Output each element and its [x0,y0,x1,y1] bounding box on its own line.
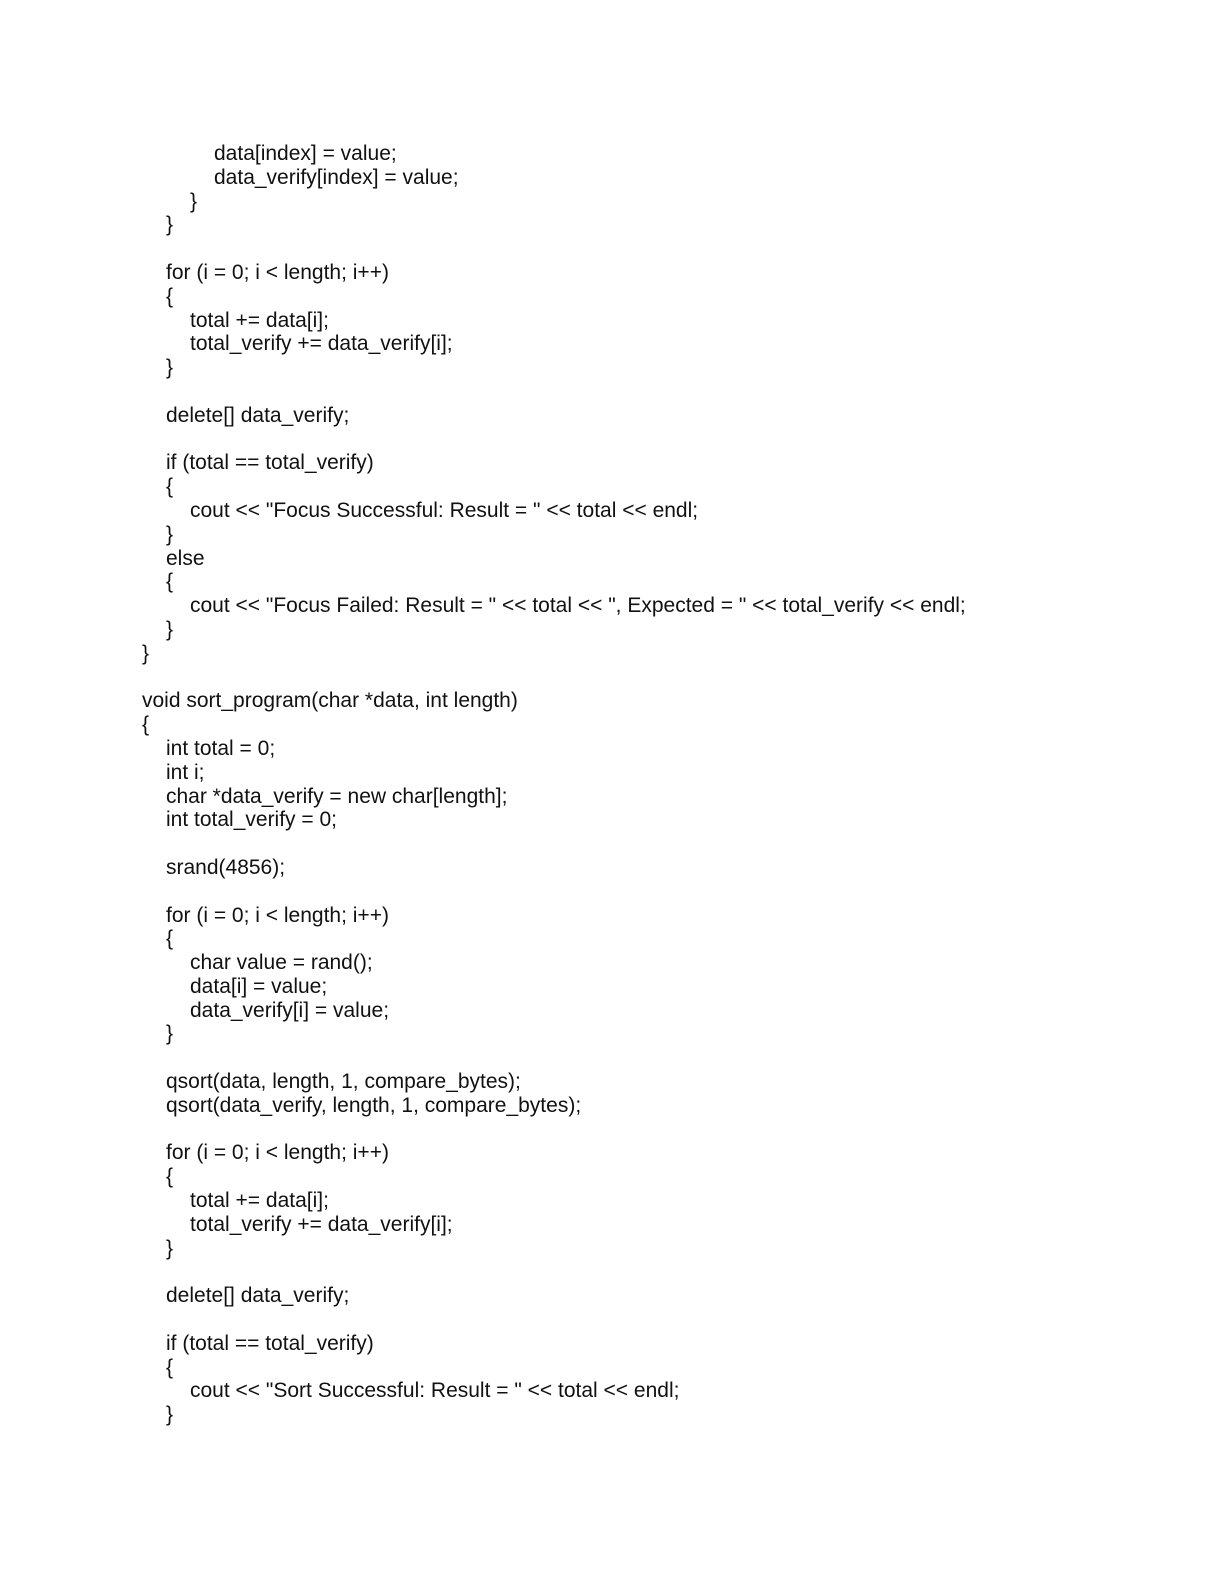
code-line: } [166,1236,174,1260]
code-line: for (i = 0; i < length; i++) [166,903,389,927]
code-line: } [166,356,174,380]
code-line: cout << "Focus Successful: Result = " << total << endl; [190,498,699,522]
code-line: else [166,546,205,570]
code-line: { [166,284,174,308]
code-line: { [166,1355,174,1379]
code-line: } [166,1403,174,1427]
code-line: cout << "Focus Failed: Result = " << total << ", Expected = " << total_verify << endl; [190,594,966,618]
code-line: srand(4856); [166,855,286,879]
code-line: { [142,713,150,737]
code-line: int total = 0; [166,736,276,760]
blank-line [142,1260,966,1284]
code-line: for (i = 0; i < length; i++) [166,260,389,284]
code-line: total_verify += data_verify[i]; [190,1212,453,1236]
code-line: total_verify += data_verify[i]; [190,332,453,356]
code-line: int i; [166,760,205,784]
code-listing [142,142,966,1427]
code-line: char *data_verify = new char[length]; [166,784,508,808]
blank-line [142,380,966,404]
code-line: } [190,189,198,213]
blank-line [142,1118,966,1142]
blank-line [142,832,966,856]
code-line: { [166,570,174,594]
code-line: total += data[i]; [190,308,329,332]
code-line: if (total == total_verify) [166,451,374,475]
blank-line [142,1308,966,1332]
code-line: for (i = 0; i < length; i++) [166,1141,389,1165]
code-line: { [166,927,174,951]
code-line: delete[] data_verify; [166,1284,350,1308]
code-line: data[i] = value; [190,974,328,998]
code-line: int total_verify = 0; [166,808,338,832]
blank-line [142,237,966,261]
code-line: void sort_program(char *data, int length) [142,689,518,713]
code-line: cout << "Sort Successful: Result = " << total << endl; [190,1379,680,1403]
blank-line [142,666,966,690]
code-line: data_verify[i] = value; [190,998,390,1022]
code-line: qsort(data, length, 1, compare_bytes); [166,1070,521,1094]
blank-line [142,1046,966,1070]
code-line: } [166,522,174,546]
code-line: } [166,213,174,237]
code-line: } [166,617,174,641]
code-line: } [142,641,150,665]
code-line: data_verify[index] = value; [214,165,459,189]
code-line: char value = rand(); [190,951,373,975]
code-line: if (total == total_verify) [166,1331,374,1355]
code-line: } [166,1022,174,1046]
code-line: delete[] data_verify; [166,403,350,427]
code-line: total += data[i]; [190,1189,329,1213]
blank-line [142,880,966,904]
blank-line [142,428,966,452]
code-line: { [166,1165,174,1189]
code-line: { [166,475,174,499]
code-line: data[index] = value; [214,142,397,165]
code-line: qsort(data_verify, length, 1, compare_bytes); [166,1093,582,1117]
